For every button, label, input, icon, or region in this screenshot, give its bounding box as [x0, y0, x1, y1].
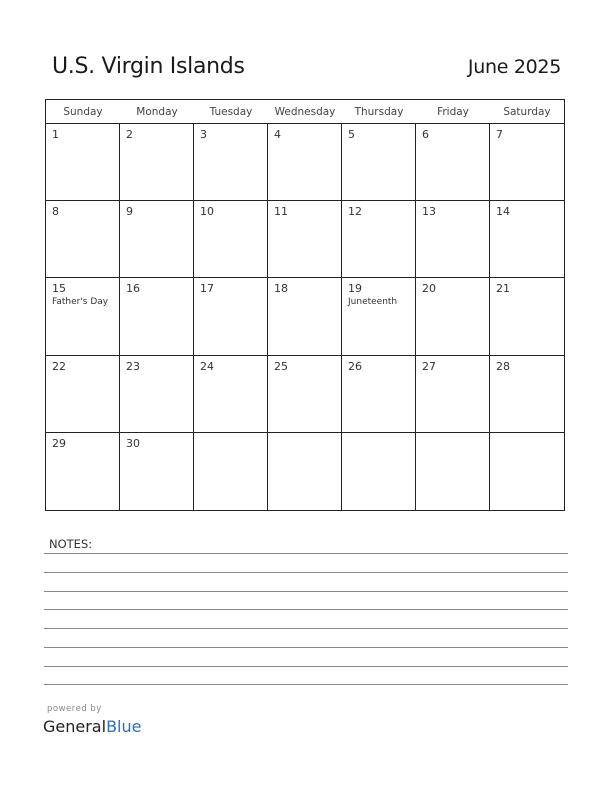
day-cell: [120, 278, 194, 355]
day-number: 19: [348, 282, 362, 296]
day-cell: [46, 433, 120, 510]
holiday-label: Father's Day: [52, 297, 109, 308]
day-number: 20: [422, 282, 436, 296]
day-cell: [490, 356, 564, 433]
day-cell: [268, 278, 342, 355]
note-line: [44, 572, 568, 573]
day-cell: [120, 356, 194, 433]
day-cell: [416, 433, 490, 510]
day-number: 9: [126, 205, 133, 219]
day-cell: [46, 356, 120, 433]
day-number: 10: [200, 205, 214, 219]
brand-blue: Blue: [106, 717, 142, 736]
day-number: 14: [496, 205, 510, 219]
day-cell: [194, 433, 268, 510]
day-cell: [46, 278, 120, 355]
day-number: 17: [200, 282, 214, 296]
day-cell: [342, 433, 416, 510]
day-number: 28: [496, 359, 510, 373]
day-cell: [416, 201, 490, 278]
day-number: 30: [126, 436, 140, 450]
day-number: 12: [348, 205, 362, 219]
weekday-header: Friday: [416, 100, 490, 124]
day-number: 7: [496, 128, 503, 141]
weekday-header: Tuesday: [194, 100, 268, 124]
day-cell: [46, 124, 120, 201]
day-number: 29: [52, 436, 66, 450]
notes-label: NOTES:: [49, 537, 93, 551]
day-cell: [268, 201, 342, 278]
day-number: 5: [348, 128, 355, 141]
note-line: [44, 684, 568, 685]
weekday-header: Saturday: [490, 100, 564, 124]
note-line: [44, 553, 568, 554]
brand-general: General: [43, 717, 107, 736]
day-cell: [490, 124, 564, 201]
weekday-header: Monday: [120, 100, 194, 124]
day-number: 23: [126, 359, 140, 373]
weekday-header: Sunday: [46, 100, 120, 124]
day-cell: [120, 201, 194, 278]
day-cell: [490, 278, 564, 355]
day-cell: [490, 433, 564, 510]
day-cell: [416, 278, 490, 355]
day-cell: [120, 433, 194, 510]
day-cell: [268, 356, 342, 433]
day-number: 21: [496, 282, 510, 296]
day-number: 11: [274, 205, 288, 219]
day-number: 8: [52, 205, 59, 219]
note-line: [44, 591, 568, 592]
powered-by-label: powered by: [47, 704, 102, 714]
day-number: 26: [348, 359, 362, 373]
day-cell: [194, 356, 268, 433]
calendar-grid: [45, 99, 565, 511]
day-number: 2: [126, 128, 133, 141]
weekday-header: Wednesday: [268, 100, 342, 124]
day-number: 13: [422, 205, 436, 219]
day-cell: [342, 278, 416, 355]
day-number: 24: [200, 359, 214, 373]
day-number: 25: [274, 359, 288, 373]
note-line: [44, 628, 568, 629]
weekday-header: Thursday: [342, 100, 416, 124]
calendar-region-title: U.S. Virgin Islands: [52, 54, 245, 79]
day-number: 27: [422, 359, 436, 373]
day-cell: [46, 201, 120, 278]
day-cell: [194, 278, 268, 355]
day-cell: [342, 201, 416, 278]
day-cell: [416, 356, 490, 433]
day-number: 3: [200, 128, 207, 141]
day-number: 22: [52, 359, 66, 373]
day-cell: [120, 124, 194, 201]
day-cell: [416, 124, 490, 201]
day-cell: [490, 201, 564, 278]
day-cell: [342, 356, 416, 433]
brand-logo: [43, 717, 141, 736]
day-cell: [194, 124, 268, 201]
calendar-month-year: June 2025: [467, 56, 561, 78]
note-line: [44, 647, 568, 648]
day-number: 15: [52, 282, 66, 296]
note-line: [44, 666, 568, 667]
day-number: 18: [274, 282, 288, 296]
day-cell: [268, 433, 342, 510]
holiday-label: Juneteenth: [348, 297, 398, 308]
day-number: 1: [52, 128, 59, 141]
day-number: 4: [274, 128, 281, 141]
day-cell: [268, 124, 342, 201]
day-number: 6: [422, 128, 429, 141]
note-line: [44, 609, 568, 610]
day-cell: [194, 201, 268, 278]
day-cell: [342, 124, 416, 201]
day-number: 16: [126, 282, 140, 296]
